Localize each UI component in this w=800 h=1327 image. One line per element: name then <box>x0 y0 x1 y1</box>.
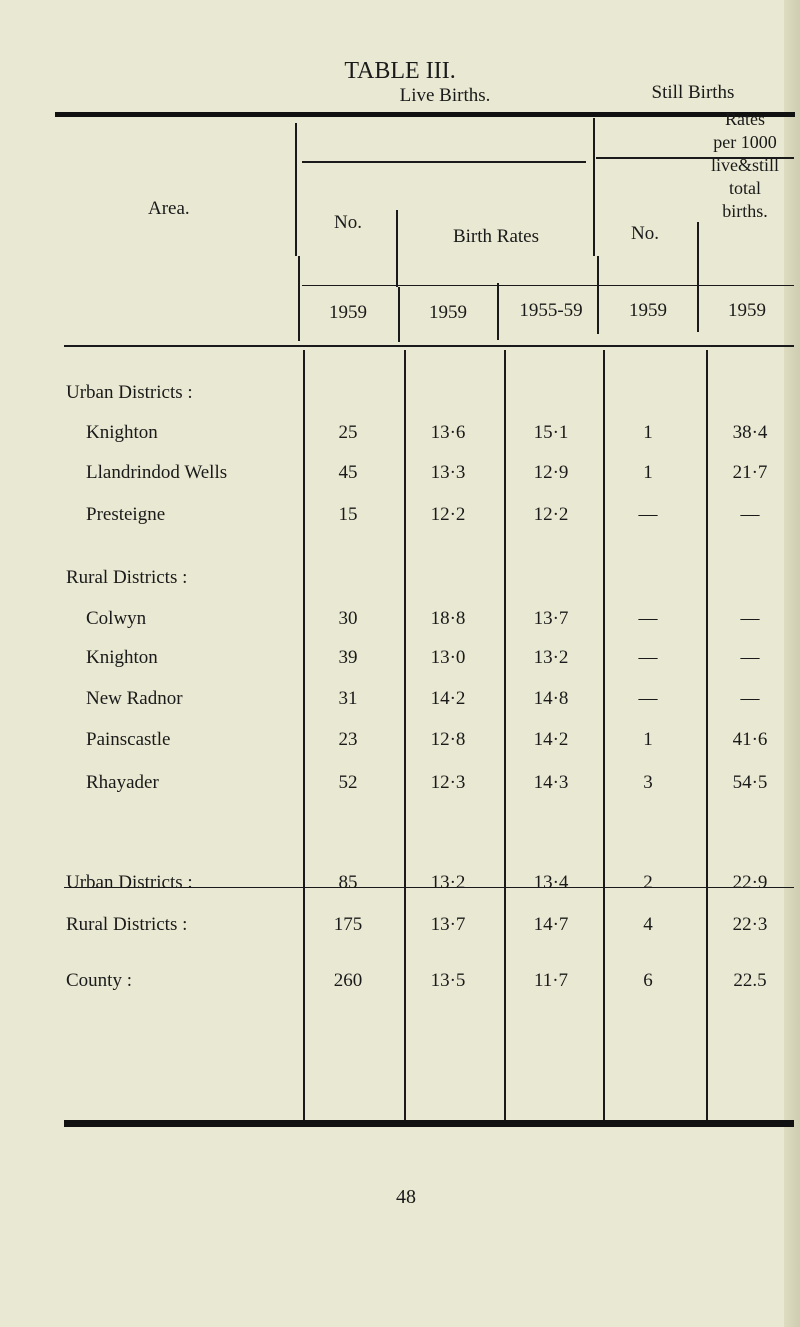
cell-rate5559: 11·7 <box>533 970 569 991</box>
header-divider <box>597 256 599 334</box>
column-line <box>706 350 708 1120</box>
cell-still-rate: 22.5 <box>733 970 767 991</box>
cell-still-rate: — <box>740 504 760 525</box>
header-divider <box>298 256 300 341</box>
cell-rate5559: 14·7 <box>533 914 569 935</box>
area-name: New Radnor <box>86 688 183 709</box>
cell-rate1959: 13·2 <box>430 872 466 893</box>
rural-districts-heading: Rural Districts : <box>66 567 188 588</box>
bottom-rule <box>64 1120 794 1127</box>
cell-still-rate: 21·7 <box>732 462 768 483</box>
header-divider <box>593 118 595 256</box>
cell-no: 30 <box>338 608 358 629</box>
cell-still-rate: 38·4 <box>732 422 768 443</box>
cell-no: 31 <box>338 688 358 709</box>
area-header: Area. <box>148 198 190 219</box>
cell-rate1959: 12·8 <box>430 729 466 750</box>
cell-rate1959: 18·8 <box>430 608 466 629</box>
header-divider <box>396 210 398 287</box>
cell-no: 25 <box>338 422 358 443</box>
year-header: 1959 <box>728 300 766 321</box>
rates-line: per 1000 <box>713 132 777 152</box>
column-line <box>504 350 506 1120</box>
cell-rate5559: 12·2 <box>533 504 569 525</box>
year-header: 1959 <box>329 302 367 323</box>
cell-still-rate: 41·6 <box>732 729 768 750</box>
cell-rate1959: 14·2 <box>430 688 466 709</box>
rates-line: births. <box>722 201 768 221</box>
cell-rate5559: 14·2 <box>533 729 569 750</box>
still-no-header: No. <box>631 223 659 244</box>
cell-no: 45 <box>338 462 358 483</box>
cell-still-no: 6 <box>643 970 653 991</box>
urban-districts-heading: Urban Districts : <box>66 382 193 403</box>
column-line <box>404 350 406 1120</box>
cell-still-rate: — <box>740 688 760 709</box>
page-edge-shadow <box>784 0 800 1327</box>
year-header: 1955-59 <box>519 300 583 321</box>
still-rates-header <box>711 108 779 223</box>
cell-still-rate: — <box>740 608 760 629</box>
cell-no: 23 <box>338 729 358 750</box>
cell-no: 52 <box>338 772 358 793</box>
cell-rate5559: 12·9 <box>533 462 569 483</box>
header-divider <box>398 287 400 342</box>
area-name: Colwyn <box>86 608 147 629</box>
cell-still-no: 1 <box>643 729 653 750</box>
cell-rate1959: 13·0 <box>430 647 466 668</box>
cell-still-rate: 22·9 <box>732 872 768 893</box>
cell-still-no: — <box>638 608 658 629</box>
cell-rate5559: 15·1 <box>533 422 569 443</box>
area-name: Painscastle <box>86 729 171 750</box>
area-name: Presteigne <box>86 504 166 525</box>
cell-rate5559: 13·4 <box>533 872 569 893</box>
cell-still-no: 3 <box>643 772 653 793</box>
cell-rate1959: 13·5 <box>430 970 466 991</box>
rates-line: live&still <box>710 155 780 175</box>
area-name: Llandrindod Wells <box>86 462 228 483</box>
cell-rate5559: 14·8 <box>533 688 569 709</box>
column-line <box>603 350 605 1120</box>
cell-no: 175 <box>333 914 363 935</box>
cell-rate1959: 12·3 <box>430 772 466 793</box>
year-header: 1959 <box>629 300 667 321</box>
page-number: 48 <box>396 1186 416 1208</box>
area-name: Rhayader <box>86 772 159 793</box>
cell-no: 260 <box>333 970 363 991</box>
header-divider <box>497 283 499 340</box>
cell-no: 85 <box>338 872 358 893</box>
cell-rate5559: 13·2 <box>533 647 569 668</box>
cell-still-no: — <box>638 688 658 709</box>
area-name: Urban Districts : <box>66 872 193 893</box>
cell-still-no: 4 <box>643 914 653 935</box>
header-divider <box>295 123 297 256</box>
cell-rate1959: 13·6 <box>430 422 466 443</box>
cell-still-no: — <box>638 504 658 525</box>
cell-still-no: 2 <box>643 872 653 893</box>
cell-still-no: 1 <box>643 422 653 443</box>
header-bottom-rule <box>64 345 794 347</box>
area-name: Rural Districts : <box>66 914 188 935</box>
no-header: No. <box>334 212 362 233</box>
cell-rate1959: 13·7 <box>430 914 466 935</box>
cell-rate5559: 14·3 <box>533 772 569 793</box>
cell-still-rate: — <box>740 647 760 668</box>
live-births-header: Live Births. <box>399 85 491 106</box>
area-name: Knighton <box>86 647 158 668</box>
cell-rate5559: 13·7 <box>533 608 569 629</box>
year-header: 1959 <box>429 302 467 323</box>
cell-rate1959: 13·3 <box>430 462 466 483</box>
live-births-rule <box>302 161 586 163</box>
cell-no: 15 <box>338 504 358 525</box>
cell-still-no: 1 <box>643 462 653 483</box>
cell-no: 39 <box>338 647 358 668</box>
header-divider <box>697 222 699 332</box>
top-rule <box>55 112 795 117</box>
cell-still-no: — <box>638 647 658 668</box>
birth-rates-header: Birth Rates <box>452 226 540 247</box>
area-name: Knighton <box>86 422 158 443</box>
area-name: County : <box>66 970 132 991</box>
year-rule <box>302 285 794 286</box>
rates-line: total <box>728 178 761 198</box>
cell-rate1959: 12·2 <box>430 504 466 525</box>
still-births-header: Still Births <box>651 82 735 103</box>
table-title: TABLE III. <box>344 58 456 84</box>
rates-line: Rates <box>724 109 765 129</box>
column-line <box>303 350 305 1120</box>
cell-still-rate: 22·3 <box>732 914 768 935</box>
cell-still-rate: 54·5 <box>732 772 768 793</box>
